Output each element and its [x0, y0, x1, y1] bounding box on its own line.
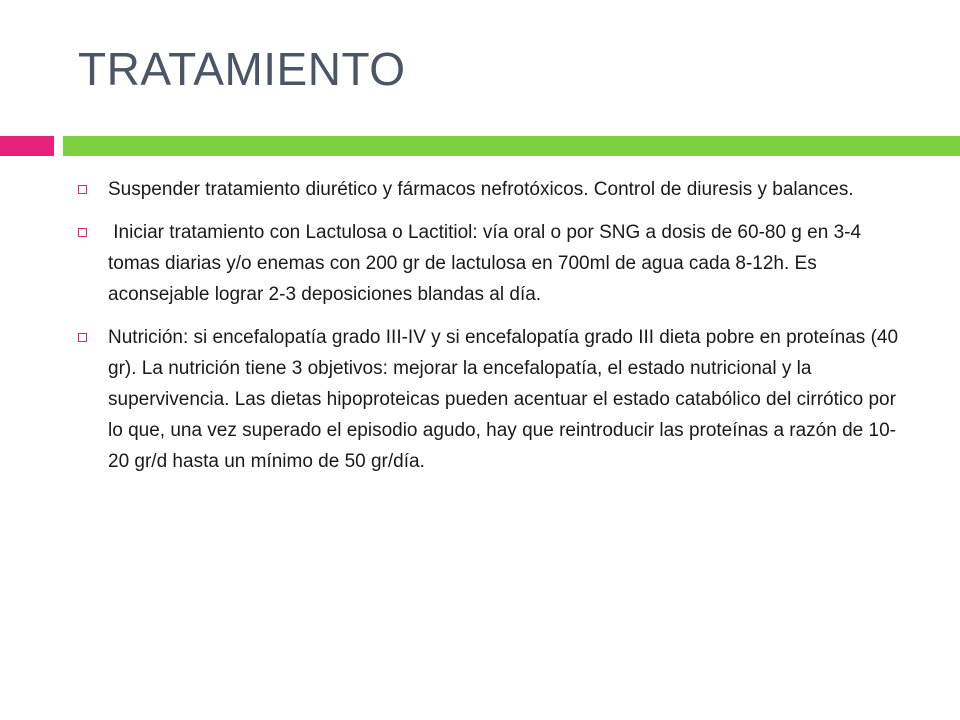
bullet-item [78, 174, 908, 205]
bullet-text: Suspender tratamiento diurético y fármacos nefrotóxicos. Control de diuresis y balances. [108, 179, 854, 200]
accent-bar-pink [0, 136, 54, 156]
bullet-list [78, 174, 908, 489]
slide-title: TRATAMIENTO [78, 43, 406, 95]
bullet-text: Nutrición: si encefalopatía grado III-IV y si encefalopatía grado III dieta pobre en proteínas (40 gr). La nutrición tiene 3 objetivos: mejorar la encefalopatía, el estado nutricional y la supervivencia. Las dietas hipoproteicas pueden acentuar el estado catabólico del cirrótico por lo que, una vez superado el episodio agudo, hay que reintroducir las proteínas a razón de 10-20 gr/d hasta un mínimo de 50 gr/día. [108, 327, 899, 472]
hollow-square-icon [78, 333, 87, 342]
bullet-text: Iniciar tratamiento con Lactulosa o Lactitiol: vía oral o por SNG a dosis de 60-80 g en 3-4 tomas diarias y/o enemas con 200 gr de lactulosa en 700ml de agua cada 8-12h. Es aconsejable lograr 2-3 deposiciones blandas al día. [108, 222, 867, 305]
hollow-square-icon [78, 185, 87, 194]
hollow-square-icon [78, 228, 87, 237]
bullet-item [78, 217, 908, 310]
bullet-item [78, 322, 908, 477]
accent-bar-green [63, 136, 960, 156]
